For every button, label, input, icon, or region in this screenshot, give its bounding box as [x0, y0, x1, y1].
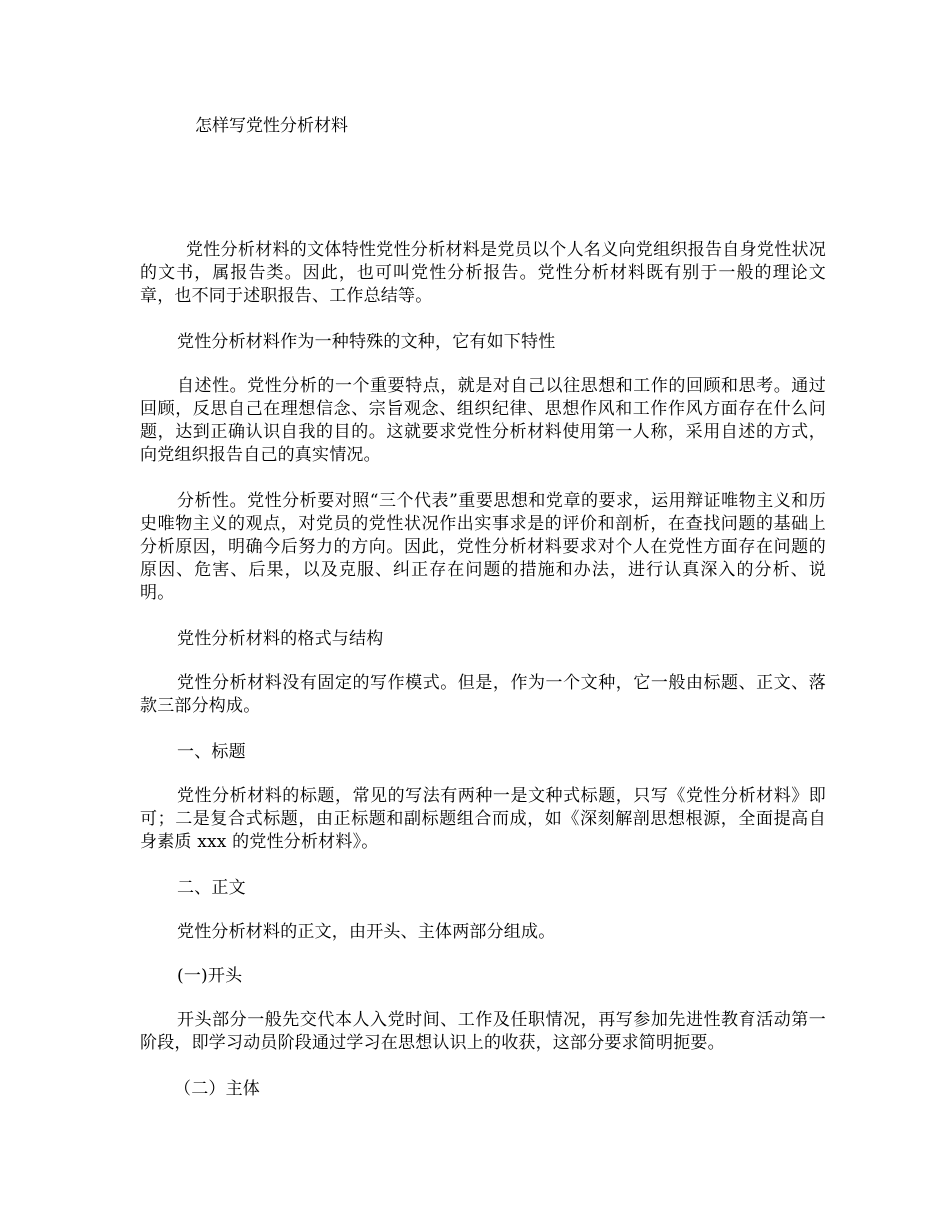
subsection-heading-opening: (一)开头 — [177, 966, 243, 986]
section-heading-body: 二、正文 — [177, 878, 246, 898]
subsection-heading-main: （二）主体 — [174, 1079, 260, 1099]
document-title: 怎样写党性分析材料 — [195, 116, 348, 136]
paragraph-features-heading: 党性分析材料作为一种特殊的文种，它有如下特性 — [177, 332, 556, 352]
paragraph-body-description: 党性分析材料的正文，由开头、主体两部分组成。 — [177, 922, 556, 942]
paragraph-opening-description: 开头部分一般先交代本人入党时间、工作及任职情况，再写参加先进性教育活动第一阶段，即学习动员阶段通过学习在思想认识上的收获，这部分要求简明扼要。 — [140, 1010, 826, 1053]
paragraph-format-heading: 党性分析材料的格式与结构 — [177, 629, 384, 649]
paragraph-title-description: 党性分析材料的标题，常见的写法有两种一是文种式标题，只写《党性分析材料》即可；二是复合式标题，由正标题和副标题组合而成，如《深刻解剖思想根源，全面提高自身素质 xxx 的党性分析材料》。 — [140, 786, 826, 852]
paragraph-self-narrative: 自述性。党性分析的一个重要特点，就是对自己以往思想和工作的回顾和思考。通过回顾，反思自己在理想信念、宗旨观念、组织纪律、思想作风和工作作风方面存在什么问题，达到正确认识自我的目的。这就要求党性分析材料使用第一人称，采用自述的方式，向党组织报告自己的真实情况。 — [140, 376, 826, 465]
section-heading-title: 一、标题 — [177, 742, 246, 762]
paragraph-intro: 党性分析材料的文体特性党性分析材料是党员以个人名义向党组织报告自身党性状况的文书，属报告类。因此，也可叫党性分析报告。党性分析材料既有别于一般的理论文章，也不同于述职报告、工作总结等。 — [140, 240, 826, 306]
paragraph-analytical: 分析性。党性分析要对照“三个代表”重要思想和党章的要求，运用辩证唯物主义和历史唯物主义的观点，对党员的党性状况作出实事求是的评价和剖析，在查找问题的基础上分析原因，明确今后努力的方向。因此，党性分析材料要求对个人在党性方面存在问题的原因、危害、后果，以及克服、纠正存在问题的措施和办法，进行认真深入的分析、说明。 — [140, 491, 826, 603]
paragraph-format-intro: 党性分析材料没有固定的写作模式。但是，作为一个文种，它一般由标题、正文、落款三部分构成。 — [140, 673, 826, 716]
document-body — [140, 239, 826, 1122]
